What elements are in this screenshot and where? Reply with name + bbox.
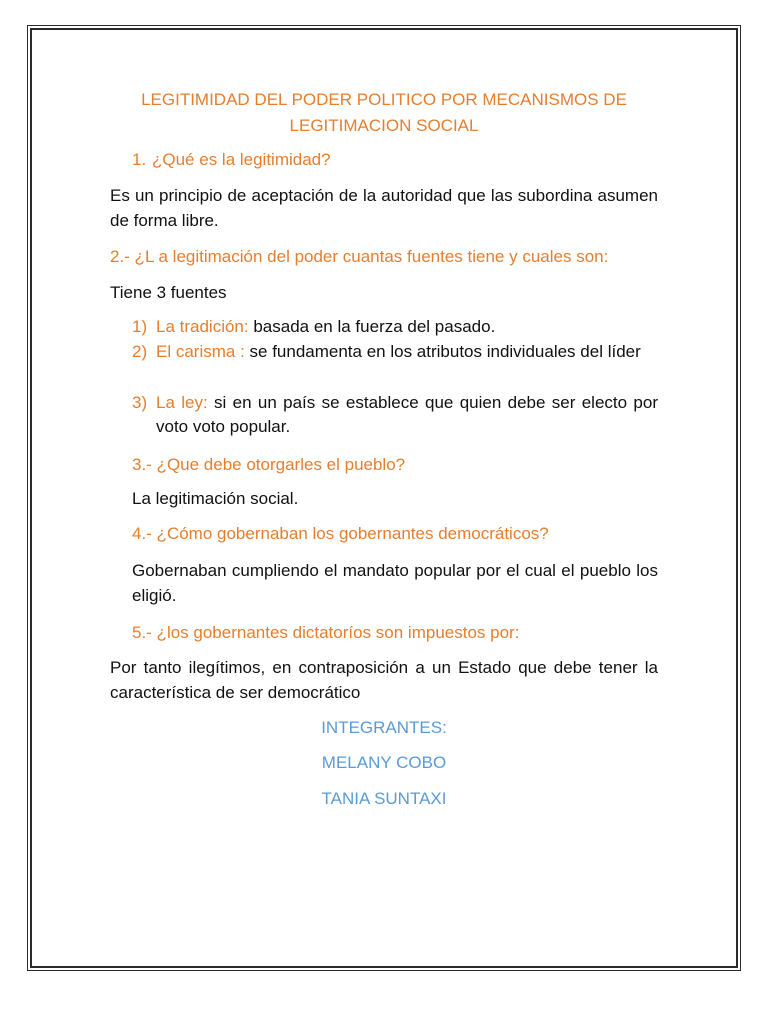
source-item-3: [132, 391, 658, 439]
question-2: 2.- ¿L a legitimación del poder cuantas fuentes tiene y cuales son:: [110, 247, 609, 266]
answer-4: Gobernaban cumpliendo el mandato popular por el cual el pueblo los eligió.: [132, 561, 658, 605]
question-1: [132, 148, 331, 172]
source-3-label: La ley:: [156, 393, 208, 412]
document-title: LEGITIMIDAD DEL PODER POLITICO POR MECANISMOS DE LEGITIMACION SOCIAL: [141, 90, 627, 135]
source-item-2: [132, 340, 658, 364]
question-4: 4.- ¿Cómo gobernaban los gobernantes democráticos?: [132, 524, 549, 543]
answer-5: Por tanto ilegítimos, en contraposición a un Estado que debe tener la característica de ser democrático: [110, 658, 658, 702]
source-1-label: La tradición:: [156, 317, 249, 336]
source-3-number: 3): [132, 393, 148, 412]
source-item-1: [132, 315, 658, 339]
answer-1: Es un principio de aceptación de la autoridad que las subordina asumen de forma libre.: [110, 186, 658, 230]
answer-3: La legitimación social.: [132, 489, 299, 508]
source-2-label: El carisma :: [156, 342, 245, 361]
members-heading: INTEGRANTES:: [321, 718, 447, 737]
source-1-text: basada en la fuerza del pasado.: [248, 317, 496, 336]
source-2-number: 2): [132, 342, 148, 361]
answer-2-intro: Tiene 3 fuentes: [110, 283, 227, 302]
question-1-number: 1.: [132, 150, 147, 169]
question-3: 3.- ¿Que debe otorgarles el pueblo?: [132, 455, 406, 474]
source-3-text: si en un país se establece que quien debe ser electo por voto voto popular.: [156, 393, 658, 436]
member-name: MELANY COBO: [321, 753, 447, 772]
source-2-text: se fundamenta en los atributos individuales del líder: [244, 342, 641, 361]
member-name: TANIA SUNTAXI: [321, 789, 447, 808]
question-1-text: ¿Qué es la legitimidad?: [152, 150, 331, 169]
source-1-number: 1): [132, 317, 148, 336]
question-5: 5.- ¿los gobernantes dictatoríos son impuestos por:: [132, 623, 520, 642]
